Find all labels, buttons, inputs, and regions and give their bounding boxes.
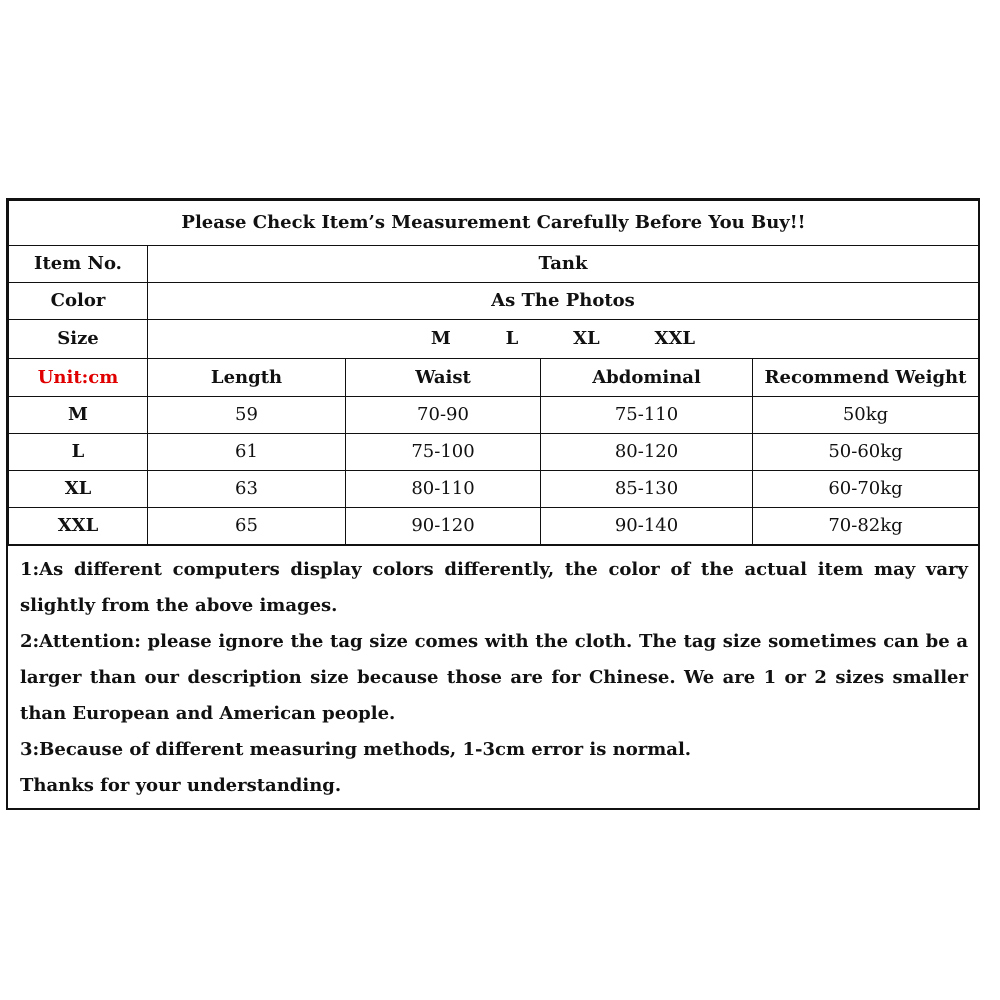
waist-cell: 70-90 xyxy=(346,397,541,434)
weight-cell: 60-70kg xyxy=(753,471,979,508)
abdominal-cell: 90-140 xyxy=(541,508,753,545)
length-cell: 59 xyxy=(148,397,346,434)
waist-cell: 75-100 xyxy=(346,434,541,471)
waist-cell: 90-120 xyxy=(346,508,541,545)
weight-cell: 50kg xyxy=(753,397,979,434)
weight-cell: 70-82kg xyxy=(753,508,979,545)
item-no-label: Item No. xyxy=(9,246,148,283)
table-row xyxy=(9,471,979,508)
note-colors: 1:As different computers display colors differently, the color of the actual item may vary slightly from the above images. xyxy=(20,559,968,616)
chart-title: Please Check Item’s Measurement Carefully Before You Buy!! xyxy=(9,201,979,246)
size-table xyxy=(8,200,979,545)
column-header-length: Length xyxy=(148,359,346,397)
table-row xyxy=(9,397,979,434)
length-cell: 61 xyxy=(148,434,346,471)
column-header-weight: Recommend Weight xyxy=(753,359,979,397)
waist-cell: 80-110 xyxy=(346,471,541,508)
size-cell: XXL xyxy=(9,508,148,545)
note-measuring-error: 3:Because of different measuring methods, 1-3cm error is normal. xyxy=(20,739,692,760)
column-header-waist: Waist xyxy=(346,359,541,397)
table-row xyxy=(9,508,979,545)
color-label: Color xyxy=(9,283,148,320)
size-cell: XL xyxy=(9,471,148,508)
size-cell: M xyxy=(9,397,148,434)
notes-section xyxy=(8,545,978,808)
length-cell: 63 xyxy=(148,471,346,508)
weight-cell: 50-60kg xyxy=(753,434,979,471)
item-no-value: Tank xyxy=(148,246,979,283)
color-value: As The Photos xyxy=(148,283,979,320)
size-label: Size xyxy=(9,320,148,359)
abdominal-cell: 75-110 xyxy=(541,397,753,434)
column-header-abdominal: Abdominal xyxy=(541,359,753,397)
table-row xyxy=(9,434,979,471)
size-cell: L xyxy=(9,434,148,471)
unit-label: Unit:cm xyxy=(9,359,148,397)
note-tag-size: 2:Attention: please ignore the tag size comes with the cloth. The tag size sometimes can be a larger than our description size because those are for Chinese. We are 1 or 2 sizes smaller than European and American people. xyxy=(20,631,968,724)
size-chart xyxy=(6,198,980,810)
abdominal-cell: 85-130 xyxy=(541,471,753,508)
length-cell: 65 xyxy=(148,508,346,545)
note-thanks: Thanks for your understanding. xyxy=(20,775,342,796)
size-value: M L XL XXL xyxy=(148,320,979,359)
abdominal-cell: 80-120 xyxy=(541,434,753,471)
